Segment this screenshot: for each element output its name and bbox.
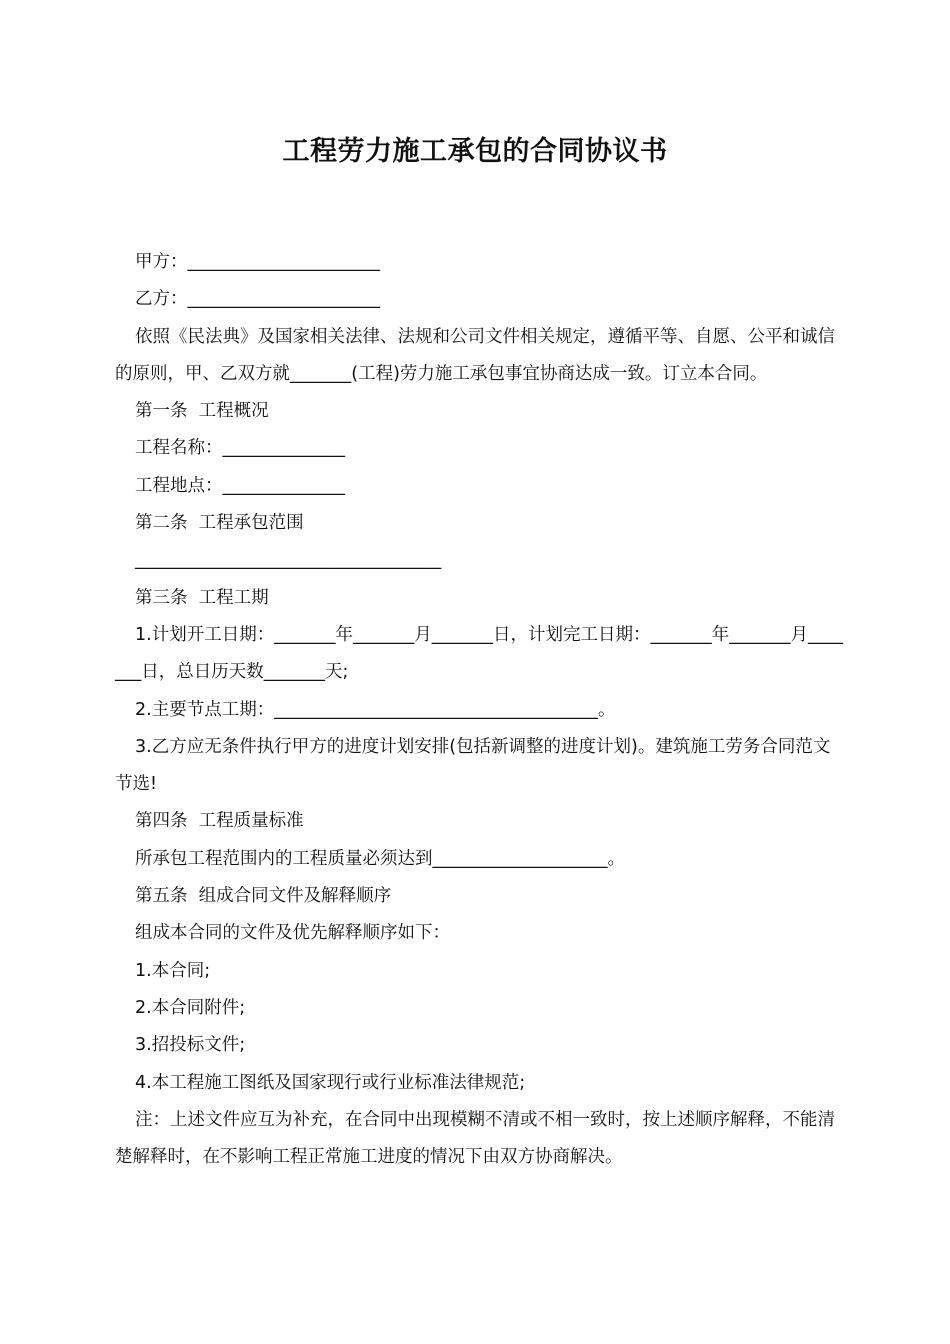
quality-standard-line: 所承包工程范围内的工程质量必须达到____________________。 [135, 848, 625, 869]
article-2-heading: 第二条 工程承包范围 [135, 513, 304, 534]
note-paragraph: 注：上述文件应互为补充，在合同中出现模糊不清或不相一致时，按上述顺序解释，不能清楚解释时，在不影响工程正常施工进度的情况下由双方协商解决。 [115, 1109, 835, 1168]
article-4-heading: 第四条 工程质量标准 [135, 811, 304, 832]
documents-item-2: 2.本合同附件; [135, 997, 246, 1018]
documents-item-1: 1.本合同; [135, 960, 211, 981]
documents-item-3: 3.招投标文件; [135, 1035, 246, 1056]
party-b-line: 乙方：______________________ [135, 289, 380, 310]
scope-blank-line: ___________________________________ [135, 550, 442, 571]
document-title: 工程劳力施工承包的合同协议书 [282, 136, 668, 167]
preamble-paragraph: 依照《民法典》及国家相关法律、法规和公司文件相关规定，遵循平等、自愿、公平和诚信的原则，甲、乙双方就_______(工程)劳力施工承包事宜协商达成一致。订立本合同。 [115, 326, 835, 384]
schedule-item-3: 3.乙方应无条件执行甲方的进度计划安排(包括新调整的进度计划)。建筑施工劳务合同范文节选! [115, 736, 831, 795]
article-5-heading: 第五条 组成合同文件及解释顺序 [135, 886, 392, 907]
project-location-line: 工程地点：______________ [135, 475, 345, 496]
article-3-heading: 第三条 工程工期 [135, 587, 269, 608]
schedule-item-2: 2.主要节点工期：_____________________________________。 [135, 699, 616, 720]
project-name-line: 工程名称：______________ [135, 438, 345, 459]
documents-intro-line: 组成本合同的文件及优先解释顺序如下： [135, 923, 450, 944]
schedule-item-1: 1.计划开工日期：_______年_______月_______日，计划完工日期：_______年_______月_______日，总日历天数_______天; [115, 624, 843, 683]
documents-item-4: 4.本工程施工图纸及国家现行或行业标准法律规范; [135, 1072, 526, 1093]
document-body [115, 244, 845, 1176]
party-a-line: 甲方：______________________ [135, 252, 380, 272]
article-1-heading: 第一条 工程概况 [135, 401, 269, 422]
